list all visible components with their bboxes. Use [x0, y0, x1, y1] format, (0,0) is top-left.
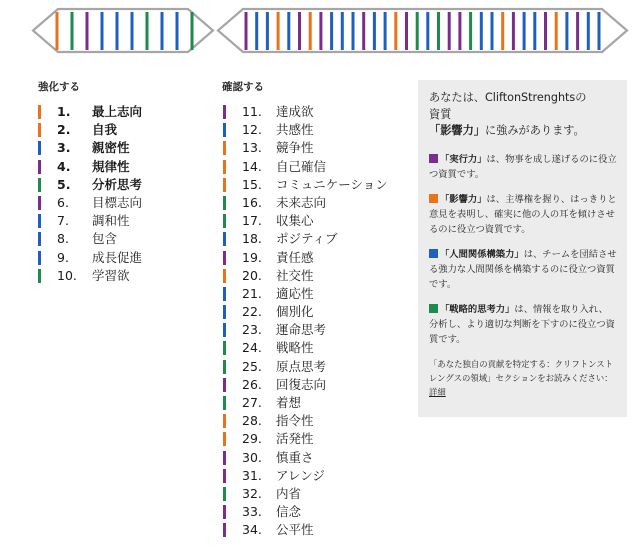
strength-rank: 33. — [242, 504, 262, 520]
strength-name: 学習欲 — [92, 267, 130, 283]
strength-name: 成長促進 — [92, 249, 143, 265]
intro-text-3: に強みがあります。 — [484, 124, 585, 137]
strength-item — [223, 521, 413, 539]
strength-name: 規律性 — [92, 158, 130, 174]
strength-rank: 22. — [242, 304, 262, 320]
domain-color-bar — [223, 232, 226, 246]
strength-item — [223, 194, 413, 212]
strength-rank: 3. — [57, 140, 71, 156]
banner-stripe — [277, 12, 280, 50]
domain-color-bar — [38, 269, 41, 283]
domain-intro — [429, 90, 617, 140]
banner-stripe — [373, 12, 376, 50]
strategic-color-square — [429, 304, 438, 313]
strength-name: 達成欲 — [276, 104, 314, 119]
strength-name: アレンジ — [276, 467, 325, 483]
domain-color-bar — [223, 123, 226, 137]
domain-color-bar — [223, 141, 226, 155]
banner-stripe — [480, 12, 483, 50]
executing-title: 「実行力」 — [440, 153, 487, 165]
strength-name: 包含 — [92, 231, 118, 247]
banner-stripe — [394, 12, 397, 50]
banner-stripe — [362, 12, 365, 50]
strength-rank: 31. — [242, 467, 262, 483]
domain-color-bar — [223, 251, 226, 265]
strength-name: 着想 — [276, 395, 302, 410]
influencing-title: 「影響力」 — [440, 193, 487, 205]
strength-name: 調和性 — [92, 213, 130, 229]
banner-stripe — [565, 12, 568, 50]
strength-item — [38, 194, 208, 212]
strength-item — [223, 139, 413, 157]
strength-name: 慎重さ — [276, 449, 314, 465]
strength-rank: 13. — [242, 140, 262, 156]
domain-color-bar — [38, 178, 41, 192]
domain-color-bar — [38, 141, 41, 155]
banner-stripe — [426, 12, 429, 50]
intro-domain: 「影響力」 — [429, 124, 485, 137]
strength-rank: 34. — [242, 522, 262, 538]
strength-item — [223, 394, 413, 412]
strength-rank: 25. — [242, 358, 262, 374]
strength-item — [223, 449, 413, 467]
banner-stripe — [416, 12, 419, 50]
strength-item — [223, 249, 413, 267]
strength-item — [223, 467, 413, 485]
strength-name: 最上志向 — [92, 104, 143, 119]
strength-name: 指令性 — [276, 413, 314, 429]
banner-stripe — [266, 12, 269, 50]
banner-stripe — [330, 12, 333, 50]
strength-name: 分析思考 — [92, 176, 143, 192]
strength-name: 活発性 — [276, 431, 314, 447]
top-strengths-list — [38, 103, 208, 285]
strength-item — [223, 376, 413, 394]
relationship-description — [429, 247, 617, 292]
domain-color-bar — [223, 269, 226, 283]
banner-stripe — [469, 12, 472, 50]
banner-stripe — [512, 12, 515, 50]
banner-stripe — [533, 12, 536, 50]
domain-color-bar — [38, 105, 41, 119]
domain-color-bar — [223, 469, 226, 483]
domain-color-bar — [223, 523, 226, 537]
strength-item — [223, 267, 413, 285]
strength-name: 自己確信 — [276, 158, 327, 174]
strategic-text: は、情報を取り入れ、分析し、より適切な判断を下すのに役立つ資質です。 — [429, 303, 615, 345]
relationship-text: は、チームを団結させる強力な人間関係を構築するのに役立つ資質です。 — [429, 248, 617, 290]
strength-rank: 20. — [242, 267, 262, 283]
domain-color-bar — [223, 414, 226, 428]
banner-stripe — [116, 12, 119, 50]
banner-stripe — [146, 12, 149, 50]
strength-item — [223, 303, 413, 321]
strength-rank: 29. — [242, 431, 262, 447]
domain-color-bar — [223, 196, 226, 210]
strength-name: 社交性 — [276, 267, 314, 283]
strength-name: 公平性 — [276, 522, 314, 538]
strength-item — [38, 212, 208, 230]
strategic-description — [429, 302, 617, 347]
note-text: 「あなた独自の貢献を特定する：クリフトンストレングスの領域」セクションをお読みください： — [429, 358, 613, 383]
strength-rank: 2. — [57, 122, 71, 138]
banner-stripe — [555, 12, 558, 50]
strength-item — [223, 230, 413, 248]
banner-stripe — [458, 12, 461, 50]
strength-rank: 11. — [242, 104, 262, 119]
confirm-heading: 確認する — [222, 81, 264, 93]
strength-name: 回復志向 — [276, 376, 327, 392]
strength-name: 目標志向 — [92, 194, 143, 210]
relationship-color-square — [429, 249, 438, 258]
banner-stripe — [437, 12, 440, 50]
strength-name: コミュニケーション — [276, 176, 388, 192]
strength-rank: 28. — [242, 413, 262, 429]
strength-item — [223, 176, 413, 194]
strength-name: 原点思考 — [276, 358, 327, 374]
strength-item — [223, 212, 413, 230]
other-strengths-list — [223, 103, 413, 540]
domain-color-bar — [223, 396, 226, 410]
banner-stripe — [71, 12, 74, 50]
strengths-banner — [0, 0, 641, 62]
executing-description — [429, 152, 617, 182]
banner-stripe — [544, 12, 547, 50]
banner-stripe — [341, 12, 344, 50]
domain-info-panel — [418, 80, 627, 417]
strength-rank: 17. — [242, 213, 262, 229]
strength-rank: 6. — [57, 194, 69, 210]
strength-rank: 24. — [242, 340, 262, 356]
strength-rank: 5. — [57, 176, 71, 192]
banner-stripe — [161, 12, 164, 50]
domain-color-bar — [223, 323, 226, 337]
banner-stripe — [56, 12, 59, 50]
influencing-color-square — [429, 194, 438, 203]
banner-stripe — [86, 12, 89, 50]
banner-stripe — [309, 12, 312, 50]
executing-color-square — [429, 154, 438, 163]
details-link[interactable]: 詳細 — [429, 386, 446, 397]
strength-item — [223, 358, 413, 376]
banner-stripe — [598, 12, 601, 50]
strength-name: ポジティブ — [276, 231, 338, 247]
domain-color-bar — [223, 105, 226, 119]
strength-name: 信念 — [276, 504, 302, 520]
strength-rank: 23. — [242, 322, 262, 338]
domain-color-bar — [38, 123, 41, 137]
strategic-title: 「戦略的思考力」 — [440, 303, 515, 315]
strength-item — [223, 503, 413, 521]
banner-stripe — [587, 12, 590, 50]
banner-stripe — [319, 12, 322, 50]
strength-rank: 16. — [242, 194, 262, 210]
banner-stripe — [298, 12, 301, 50]
domain-color-bar — [223, 305, 226, 319]
strength-name: 未来志向 — [276, 194, 327, 210]
strength-item — [38, 267, 208, 285]
intro-text: あなたは、CliftonStrenghtsの — [429, 91, 587, 104]
banner-stripe — [576, 12, 579, 50]
domain-color-bar — [38, 160, 41, 174]
strength-rank: 18. — [242, 231, 262, 247]
strength-item — [38, 103, 208, 121]
strength-rank: 30. — [242, 449, 262, 465]
banner-stripe — [523, 12, 526, 50]
strength-rank: 12. — [242, 122, 262, 138]
strength-item — [38, 230, 208, 248]
strength-name: 自我 — [92, 122, 118, 138]
strength-name: 責任感 — [276, 249, 314, 265]
influencing-text: は、主導権を握り、はっきりと意見を表明し、確実に他の人の耳を傾けさせるのに役立つ資質です。 — [429, 193, 617, 235]
strength-rank: 4. — [57, 158, 71, 174]
domain-color-bar — [223, 287, 226, 301]
strength-name: 競争性 — [276, 140, 314, 156]
banner-stripe — [491, 12, 494, 50]
strength-name: 収集心 — [276, 213, 314, 229]
banner-stripe — [255, 12, 258, 50]
domain-note — [429, 357, 617, 399]
banner-stripe — [101, 12, 104, 50]
strength-rank: 21. — [242, 285, 262, 301]
domain-color-bar — [223, 160, 226, 174]
banner-stripe — [501, 12, 504, 50]
domain-color-bar — [38, 196, 41, 210]
domain-color-bar — [223, 505, 226, 519]
banner-stripe — [352, 12, 355, 50]
intro-text-2: 資質 — [429, 107, 452, 121]
strength-rank: 14. — [242, 158, 262, 174]
strength-name: 個別化 — [276, 304, 314, 320]
strength-name: 内省 — [276, 485, 302, 501]
strength-item — [223, 339, 413, 357]
banner-stripe — [384, 12, 387, 50]
strength-rank: 1. — [57, 104, 71, 119]
influencing-description — [429, 192, 617, 237]
executing-text: は、物事を成し遂げるのに役立つ資質です。 — [429, 153, 617, 180]
strength-rank: 7. — [57, 213, 69, 229]
strength-item — [38, 139, 208, 157]
strength-rank: 10. — [57, 267, 77, 283]
strength-name: 戦略性 — [276, 340, 314, 356]
domain-color-bar — [38, 214, 41, 228]
domain-color-bar — [223, 214, 226, 228]
domain-color-bar — [223, 432, 226, 446]
strength-item — [223, 321, 413, 339]
strength-rank: 32. — [242, 485, 262, 501]
banner-stripe — [287, 12, 290, 50]
strength-name: 共感性 — [276, 122, 314, 138]
banner-stripe — [448, 12, 451, 50]
strength-item — [223, 103, 413, 121]
strength-item — [223, 121, 413, 139]
strength-item — [38, 176, 208, 194]
strength-item — [38, 158, 208, 176]
strength-item — [223, 158, 413, 176]
strength-rank: 8. — [57, 231, 69, 247]
strength-item — [223, 285, 413, 303]
banner-stripe — [245, 12, 248, 50]
strength-item — [223, 412, 413, 430]
relationship-title: 「人間関係構築力」 — [440, 248, 524, 260]
strength-rank: 9. — [57, 249, 69, 265]
banner-stripe — [131, 12, 134, 50]
strength-item — [223, 485, 413, 503]
strength-rank: 19. — [242, 249, 262, 265]
domain-color-bar — [223, 378, 226, 392]
strength-item — [38, 249, 208, 267]
strength-rank: 26. — [242, 376, 262, 392]
domain-color-bar — [223, 487, 226, 501]
domain-color-bar — [223, 451, 226, 465]
banner-stripe — [176, 12, 179, 50]
strengthen-heading: 強化する — [38, 81, 80, 93]
strength-rank: 15. — [242, 176, 262, 192]
domain-color-bar — [38, 251, 41, 265]
banner-left-shape — [33, 9, 213, 52]
domain-color-bar — [223, 360, 226, 374]
domain-color-bar — [223, 341, 226, 355]
strength-item — [223, 430, 413, 448]
banner-stripe — [405, 12, 408, 50]
strength-rank: 27. — [242, 395, 262, 410]
banner-stripe — [191, 12, 194, 50]
strength-item — [38, 121, 208, 139]
domain-color-bar — [38, 232, 41, 246]
strength-name: 親密性 — [92, 140, 130, 156]
strength-name: 適応性 — [276, 285, 314, 301]
domain-color-bar — [223, 178, 226, 192]
strength-name: 運命思考 — [276, 322, 327, 338]
